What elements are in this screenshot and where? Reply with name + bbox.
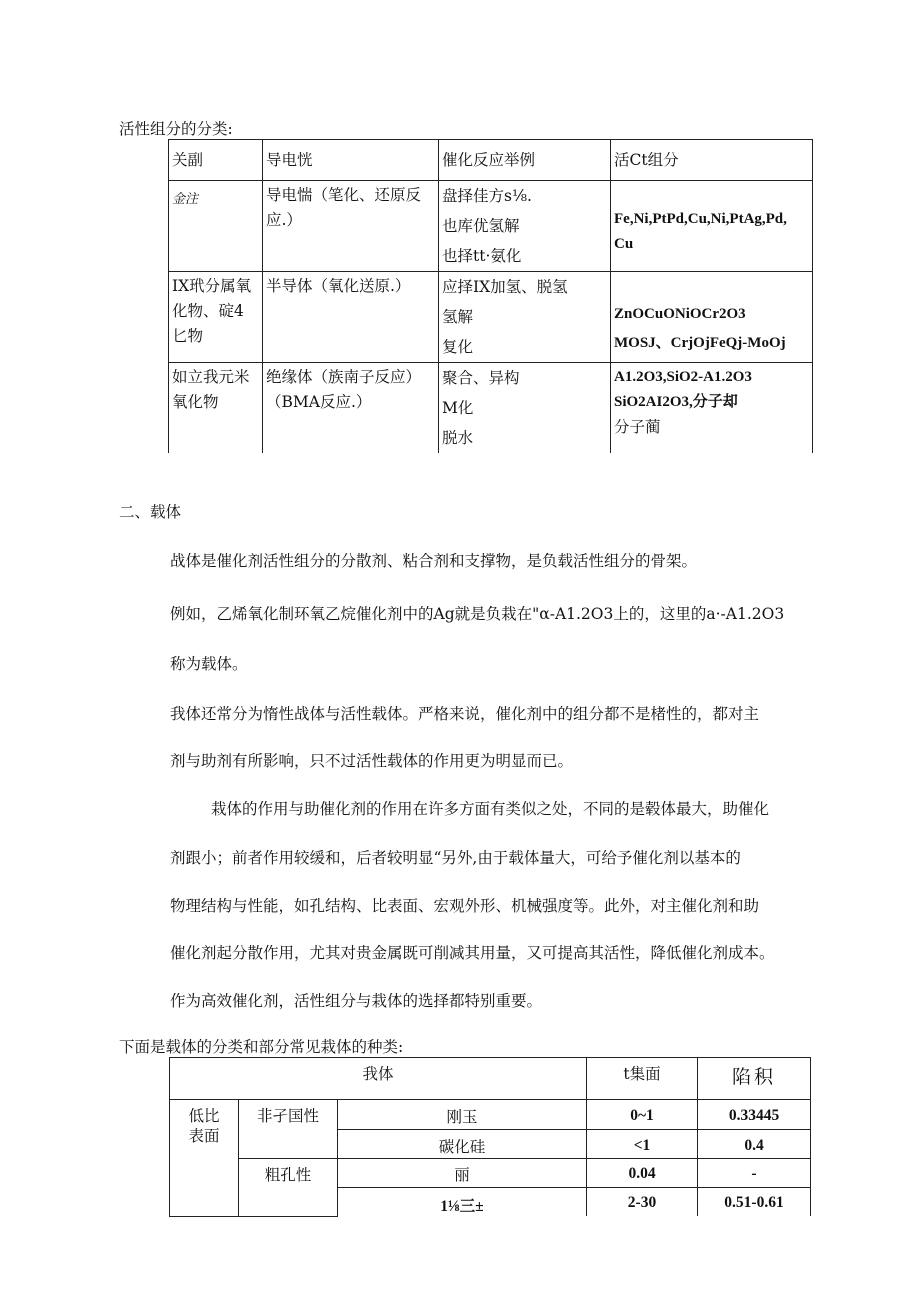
carrier-name-text: 碳化硅 (438, 1138, 486, 1156)
component-line: Fe,Ni,PtPd,Cu,Ni,PtAg,Pd, (614, 211, 787, 227)
group-low-surface (170, 1100, 239, 1217)
carrier-table-intro: 下面是载体的分类和部分常见栽体的种类: (119, 1038, 404, 1056)
carrier-volume (698, 1188, 811, 1217)
header-components: 活Ct组分 (611, 140, 813, 181)
reactions-cell (439, 181, 611, 272)
reaction-line: M化 (442, 399, 474, 417)
paragraph: 物理结构与性能，如孔结构、比表面、宏观外形、机械强度等。此外，对主催化剂和助 (170, 897, 760, 915)
components-cell (611, 181, 813, 272)
conductivity-line: 绝缘体（族南子反应） (266, 368, 422, 386)
subgroup-coarse (239, 1159, 338, 1217)
paragraph: 剂跟小；前者作用较缓和，后者较明显“另外,由于载体量大，可给予催化剂以基本的 (170, 849, 741, 867)
carrier-volume (698, 1100, 811, 1130)
category-text: 化物、碇4 (172, 302, 244, 320)
components-cell (611, 363, 813, 454)
carrier-name (338, 1100, 587, 1130)
table-row (169, 363, 813, 454)
paragraph: 称为载体。 (170, 655, 248, 673)
header-area-text: t集面 (623, 1065, 661, 1083)
conductivity-cell (263, 363, 439, 454)
section-heading: 二、载体 (119, 503, 182, 521)
carrier-name-text: 丽 (454, 1166, 470, 1184)
paragraph: 栽体的作用与助催化剂的作用在许多方面有类似之处，不同的是毂体最大，助催化 (211, 800, 770, 818)
carrier-area-text: <1 (633, 1137, 651, 1154)
paragraph: 催化剂起分散作用，尤其对贵金属既可削减其用量，又可提高其活性，降低催化剂成本。 (170, 944, 775, 962)
reaction-line: 也择tt·氨化 (442, 247, 522, 265)
reaction-line: 聚合、异构 (442, 369, 520, 387)
carrier-volume-text: 0.4 (744, 1137, 764, 1154)
paragraph: 例如，乙烯氧化制环氧乙烷催化剂中的Ag就是负栽在"α-A1.2O3上的，这里的a·-A1.2O3 (170, 605, 785, 623)
component-line: 分子蔺 (614, 418, 661, 436)
reaction-line: 氢解 (442, 308, 474, 326)
subgroup-nonporous-text: 非孑国性 (256, 1107, 319, 1125)
active-components-title: 活性组分的分类: (119, 120, 233, 138)
carrier-name-text: 刚玉 (446, 1108, 478, 1126)
paragraph: 我体还常分为惰性战体与活性载体。严格来说，催化剂中的组分都不是楮性的，都对主 (170, 705, 760, 723)
reaction-line: 复化 (442, 338, 474, 356)
header-carrier (170, 1058, 587, 1100)
component-line: ZnOCuONiOCr2O3 (614, 306, 746, 322)
group-low-surface-text: 低比表面 (188, 1107, 220, 1145)
conductivity-cell (263, 272, 439, 363)
category-text: 金注 (172, 192, 199, 207)
subgroup-nonporous (239, 1100, 338, 1159)
reactions-cell (439, 363, 611, 454)
conductivity-line: 应.） (266, 211, 302, 229)
component-line: MOSJ、CrjOjFeQj-MoOj (614, 335, 786, 351)
carrier-volume-text: - (751, 1165, 757, 1182)
carrier-area-text: 0~1 (630, 1107, 654, 1124)
category-cell (169, 272, 263, 363)
header-conductivity: 导电恍 (263, 140, 439, 181)
category-text: 氧化物 (172, 393, 219, 411)
header-volume-text: 陷积 (731, 1066, 776, 1088)
subgroup-coarse-text: 粗孔性 (264, 1166, 312, 1184)
category-text: IX玳分属氧 (172, 277, 252, 295)
carrier-area (587, 1130, 698, 1159)
active-components-table (168, 139, 813, 453)
conductivity-line: 半导体（氧化送原.） (266, 277, 411, 295)
header-reactions: 催化反应举例 (439, 140, 611, 181)
component-line: A1.2O3,SiO2-A1.2O3 (614, 369, 752, 385)
table-row (170, 1100, 811, 1130)
category-cell (169, 363, 263, 454)
conductivity-line: 导电惴（笔化、还原反 (266, 186, 422, 204)
carrier-table (169, 1057, 811, 1217)
carrier-name (338, 1159, 587, 1188)
carrier-volume-text: 0.51-0.61 (724, 1194, 784, 1211)
carrier-name (338, 1188, 587, 1217)
table-header-row (169, 140, 813, 181)
carrier-area-text: 2-30 (627, 1194, 657, 1211)
component-line: Cu (614, 236, 634, 252)
reactions-cell (439, 272, 611, 363)
conductivity-line: （BMA反应.） (266, 393, 372, 411)
carrier-volume (698, 1159, 811, 1188)
table-row (169, 272, 813, 363)
carrier-area-text: 0.04 (628, 1165, 656, 1182)
carrier-volume-text: 0.33445 (728, 1107, 780, 1124)
reaction-line: 也库优氢解 (442, 217, 520, 235)
table-row (169, 181, 813, 272)
reaction-line: 盘择佳方s⅛. (442, 187, 532, 205)
carrier-area (587, 1159, 698, 1188)
reaction-line: 应择IX加氢、脱氢 (442, 278, 568, 296)
header-volume (698, 1058, 811, 1100)
paragraph: 作为高效催化剂，活性组分与栽体的选择都特别重要。 (170, 992, 543, 1010)
category-text: 匕物 (172, 327, 204, 345)
category-text: 如立我元米 (172, 368, 250, 386)
table-header-row (170, 1058, 811, 1100)
carrier-name-text: 1⅛三± (440, 1198, 484, 1215)
carrier-name (338, 1130, 587, 1159)
table-row (170, 1159, 811, 1188)
conductivity-cell (263, 181, 439, 272)
paragraph: 剂与助剂有所影响，只不过活性载体的作用更为明显而已。 (170, 752, 574, 770)
header-category: 关副 (169, 140, 263, 181)
component-line: SiO2AI2O3,分子却 (614, 394, 738, 410)
paragraph: 战体是催化剂活性组分的分散剂、粘合剂和支撑物，是负载活性组分的骨架。 (170, 552, 698, 570)
components-cell (611, 272, 813, 363)
carrier-area (587, 1188, 698, 1217)
carrier-volume (698, 1130, 811, 1159)
carrier-area (587, 1100, 698, 1130)
category-cell (169, 181, 263, 272)
reaction-line: 脱水 (442, 429, 474, 447)
header-area (587, 1058, 698, 1100)
header-carrier-text: 我体 (362, 1065, 394, 1083)
